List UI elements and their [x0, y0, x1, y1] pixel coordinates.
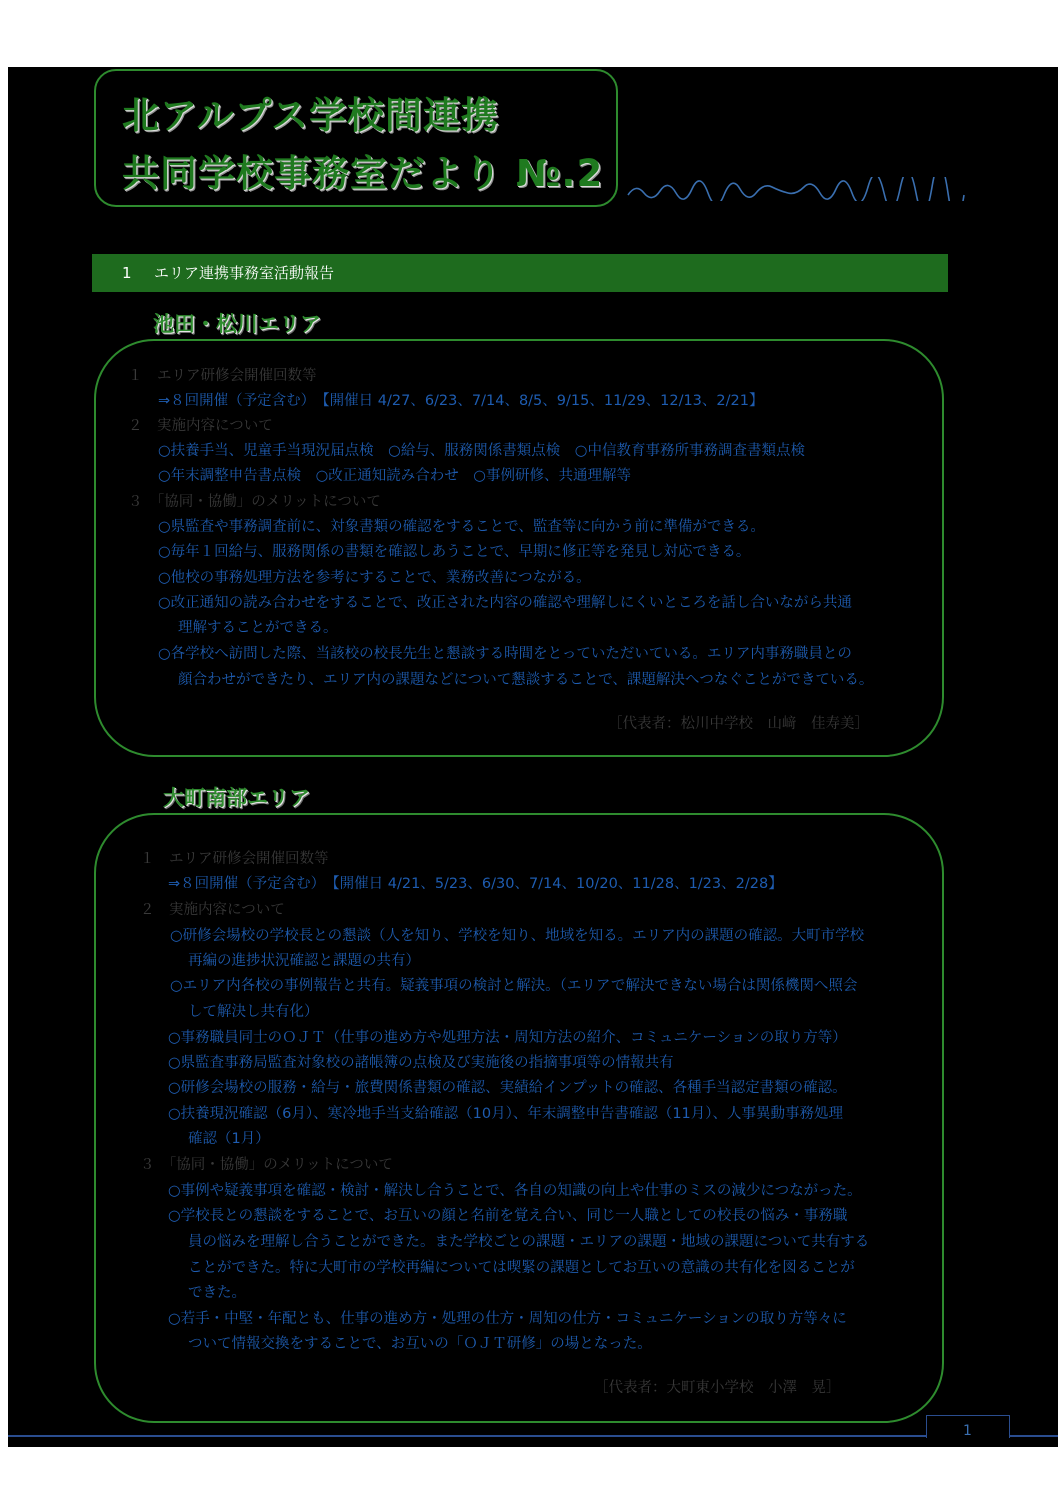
title-line-1: 北アルプス学校間連携: [122, 94, 500, 137]
area1-line: ○各学校へ訪問した際、当該校の校長先生と懇談する時間をとっていただいている。エリア内事務職員との: [158, 646, 852, 662]
area2-line: ことができた。特に大町市の学校再編については喫緊の課題としてお互いの意識の共有化を図ることが: [188, 1260, 855, 1276]
section-number: 1: [122, 264, 132, 282]
area1-reporter: ［代表者：松川中学校 山﨑 佳寿美］: [608, 716, 869, 732]
area1-line: ⇒８回開催（予定含む） 【開催日 4/27、6/23、7/14、8/5、9/15、11/29、12/13、2/21】: [158, 393, 764, 409]
area1-line: ○県監査や事務調査前に、対象書類の確認をすることで、監査等に向かう前に準備ができる。: [158, 519, 765, 535]
area2-line: 再編の進捗状況確認と課題の共有）: [188, 953, 420, 969]
area2-box: [94, 813, 944, 1423]
area2-line: ○扶養現況確認（6月）、寒冷地手当支給確認（10月）、年末調整申告書確認（11月）、人事異動事務処理: [168, 1106, 844, 1122]
area2-line: 員の悩みを理解し合うことができた。また学校ごとの課題・エリアの課題・地域の課題について共有する: [188, 1234, 870, 1250]
area2-title: 大町南部エリア: [163, 786, 310, 810]
area2-line: ○学校長との懇談をすることで、お互いの顔と名前を覚え合い、同じ一人職としての校長の悩み・事務職: [168, 1208, 848, 1224]
area2-line: ○エリア内各校の事例報告と共有。疑義事項の検討と解決。（エリアで解決できない場合は関係機関へ照会: [170, 978, 858, 994]
area1-box: [94, 339, 944, 757]
area1-line: 理解することができる。: [178, 620, 338, 636]
title-line-2: 共同学校事務室だより №.2: [122, 152, 604, 195]
area1-line: ○年末調整申告書点検 ○改正通知読み合わせ ○事例研修、共通理解等: [158, 468, 631, 484]
wave-decoration-icon: [626, 177, 966, 201]
area2-line: ○事務職員同士のＯＪＴ（仕事の進め方や処理方法・周知方法の紹介、コミュニケーションの取り方等）: [168, 1030, 847, 1046]
area2-line: して解決し共有化）: [188, 1004, 319, 1020]
section-title: エリア連携事務室活動報告: [154, 264, 335, 282]
area1-title: 池田・松川エリア: [153, 312, 321, 336]
page-number: 1: [963, 1423, 972, 1439]
area2-line: 確認（1月）: [188, 1131, 270, 1147]
area1-line: ２ 実施内容について: [128, 418, 273, 434]
area2-line: ○研修会場校の服務・給与・旅費関係書類の確認、実績給インプットの確認、各種手当認定書類の確認。: [168, 1080, 847, 1096]
title-box: [94, 69, 618, 207]
newsletter-page: [8, 67, 1058, 1447]
area2-line: できた。: [188, 1285, 246, 1301]
area1-line: ○他校の事務処理方法を参考にすることで、業務改善につながる。: [158, 570, 591, 586]
area1-line: ○毎年１回給与、服務関係の書類を確認しあうことで、早期に修正等を発見し対応できる。: [158, 544, 751, 560]
area1-line: ○扶養手当、児童手当現況届点検 ○給与、服務関係書類点検 ○中信教育事務所事務調査書類点検: [158, 443, 805, 459]
area1-line: 顔合わせができたり、エリア内の課題などについて懇談することで、課題解決へつなぐことができている。: [178, 672, 874, 688]
area2-line: ついて情報交換をすることで、お互いの「ＯＪＴ研修」の場となった。: [188, 1336, 652, 1352]
area1-line: １ エリア研修会開催回数等: [128, 368, 317, 384]
area2-line: ２ 実施内容について: [140, 902, 285, 918]
area1-line: ３ 「協同・協働」のメリットについて: [128, 494, 381, 510]
area2-line: ３ 「協同・協働」のメリットについて: [140, 1157, 393, 1173]
area2-reporter: ［代表者：大町東小学校 小澤 晃］: [594, 1380, 841, 1396]
area2-line: ○研修会場校の学校長との懇談（人を知り、学校を知り、地域を知る。エリア内の課題の確認。大町市学校: [170, 928, 865, 944]
area2-line: ○若手・中堅・年配とも、仕事の進め方・処理の仕方・周知の仕方・コミュニケーションの取り方等々に: [168, 1311, 847, 1327]
area2-line: ○事例や疑義事項を確認・検討・解決し合うことで、各自の知識の向上や仕事のミスの減少につながった。: [168, 1183, 862, 1199]
footer-rule: [8, 1435, 1058, 1437]
area2-line: ○県監査事務局監査対象校の諸帳簿の点検及び実施後の指摘事項等の情報共有: [168, 1055, 674, 1071]
area1-line: ○改正通知の読み合わせをすることで、改正された内容の確認や理解しにくいところを話し合いながら共通: [158, 595, 852, 611]
section-header-bar: [92, 254, 948, 292]
area2-line: １ エリア研修会開催回数等: [140, 851, 329, 867]
area2-line: ⇒８回開催（予定含む） 【開催日 4/21、5/23、6/30、7/14、10/20、11/28、1/23、2/28】: [168, 876, 783, 892]
